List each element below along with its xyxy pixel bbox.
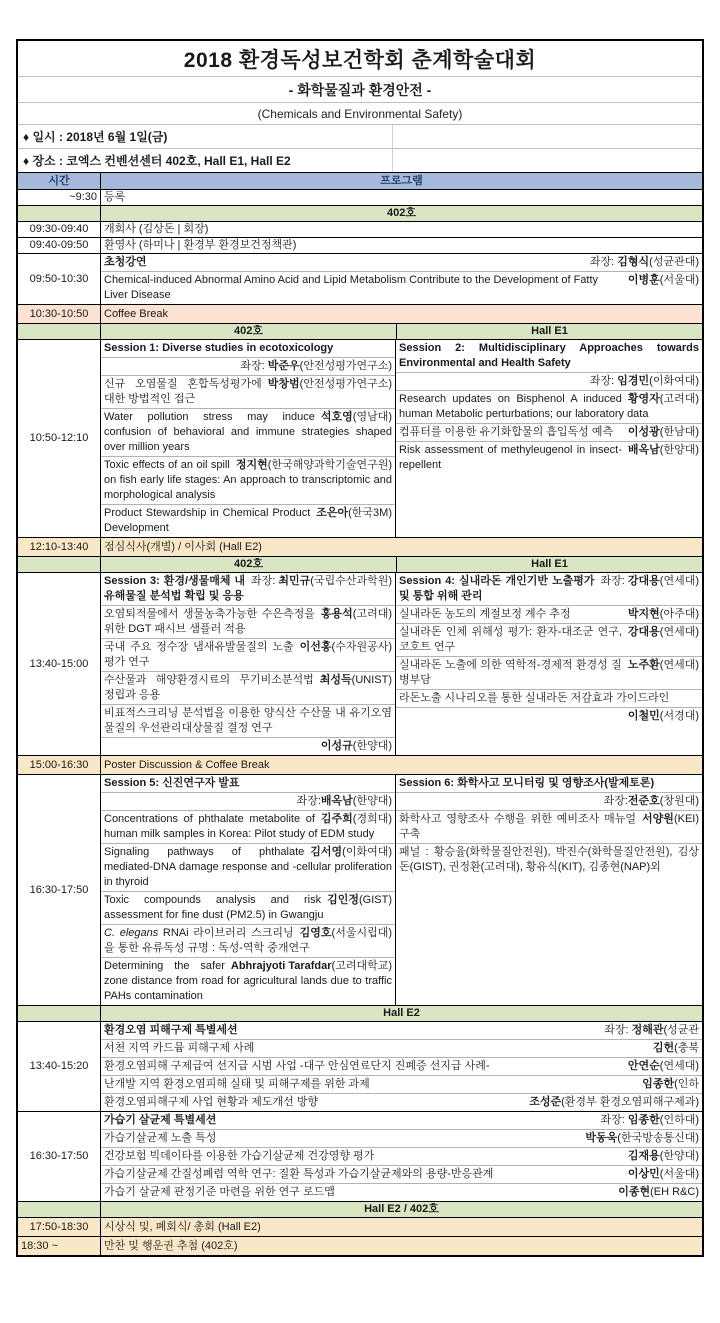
speaker-name: 이종현 [618, 1186, 651, 1198]
entry-title: 비표적스크리닝 분석법을 이용한 양식산 수산물 내 유기오염물질의 우선관리대상물질 결정 연구 [104, 707, 392, 734]
session-columns [101, 573, 702, 755]
session-cell [101, 671, 395, 704]
session-cell [101, 957, 395, 1005]
speaker: 김재용(한양대) [627, 1150, 699, 1162]
entry-title: 가습기살균제 노출 특성 [104, 1132, 217, 1144]
speaker-name: 박지현 [627, 608, 660, 620]
time-cell [18, 1202, 101, 1217]
session-cell [396, 656, 702, 689]
schedule-row-plain [18, 189, 702, 205]
session-cell [101, 573, 395, 605]
speaker-name: 김형식 [617, 256, 650, 268]
entry-title: Product Stewardship in Chemical Product Development [104, 507, 311, 534]
time-cell: 09:30-09:40 [18, 222, 101, 237]
invited-line [101, 254, 702, 271]
speaker: 김인정(GIST) [327, 894, 392, 906]
venue-cell: Hall E1 [531, 325, 568, 337]
schedule-row-break [18, 537, 702, 556]
time-cell: ~9:30 [18, 190, 101, 205]
venue-row [18, 148, 702, 172]
time-cell: 13:40-15:00 [18, 573, 101, 755]
conference-program-sheet [16, 39, 704, 1257]
session-cell [101, 504, 395, 537]
session-cell [101, 357, 395, 375]
session-columns [101, 775, 702, 1005]
venue-cells [101, 1202, 702, 1217]
session-cell [101, 843, 395, 891]
speaker: 김주희(경희대) [320, 813, 392, 825]
entry-title: 오염퇴적물에서 생물농축가능한 수은측정을 위한 DGT 패시브 샘플러 적용 [104, 608, 315, 635]
venue-cells [101, 1006, 702, 1021]
venue-cell: Hall E2 [383, 1007, 420, 1019]
time-cell: 10:50-12:10 [18, 340, 101, 537]
break-cell: Coffee Break [104, 307, 169, 320]
session-cell [101, 340, 395, 357]
schedule-row-venue [18, 205, 702, 221]
entry-title: Session 2: Multidisciplinary Approaches towards Environmental and Health Safety [399, 342, 699, 369]
speaker: 강대용(연세대) [627, 626, 699, 638]
speaker: 조은아(한국3M) [316, 507, 392, 519]
schedule-row-special [18, 1111, 702, 1201]
speaker: 이병훈(서울대) [627, 274, 699, 286]
venue-cells [101, 324, 702, 339]
entry-title: 라돈노출 시나리오를 통한 실내라돈 저감효과 가이드라인 [399, 692, 670, 704]
speaker: 박지현(아주대) [627, 608, 699, 620]
speaker: 노주환(연세대) [627, 659, 699, 671]
time-cell: 13:40-15:20 [18, 1022, 101, 1111]
entry-title: Session 5: 신진연구자 발표 [104, 777, 240, 789]
session-columns [101, 340, 702, 537]
schedule-row-break [18, 1217, 702, 1236]
session-cell [396, 340, 702, 372]
schedule-row-venue [18, 1005, 702, 1021]
special-session-line [101, 1039, 702, 1057]
venue-cell: 402호 [101, 324, 397, 339]
subtitle-english: (Chemicals and Environmental Safety) [18, 102, 702, 124]
speaker-name: 최민규 [278, 575, 311, 587]
speaker: 이성광(한남대) [627, 426, 699, 438]
special-session-cell [101, 1112, 702, 1201]
speaker-name: 홍용석 [320, 608, 353, 620]
session-cell [396, 843, 702, 1005]
entry-title: 실내라돈 인체 위해성 평가: 환자-대조군 연구, 코호트 연구 [399, 626, 622, 653]
time-cell: 09:40-09:50 [18, 238, 101, 253]
schedule-row-special [18, 1021, 702, 1111]
speaker-name: 안연순 [627, 1060, 660, 1072]
subtitle-korean: - 화학물질과 환경안전 - [18, 76, 702, 102]
time-cell: 09:50-10:30 [18, 254, 101, 304]
speaker-name: 서양원 [642, 813, 674, 825]
schedule-row-sessions [18, 572, 702, 755]
entry-title: 패널 : 황승율(화학물질안전원), 박진수(화학물질안전원), 김상돈(GIST), 권정환(고려대), 황유식(KIT), 김종현(NAP)외 [399, 846, 699, 873]
time-cell: 17:50-18:30 [18, 1218, 101, 1236]
entry-title: 실내라돈 노출에 의한 역학적-경제적 환경성 질병부담 [399, 659, 622, 686]
session-column-right [396, 775, 702, 1005]
schedule-rows [18, 189, 702, 1255]
entry-title-italic-lead: C. elegans [104, 927, 159, 939]
speaker: 최성득(UNIST) [319, 674, 392, 686]
speaker: 김영호(서울시립대) [299, 927, 392, 939]
speaker: 서양원(KEI) [642, 813, 699, 825]
entry-title: 난개발 지역 환경오염피해 실태 및 피해구제를 위한 과제 [104, 1078, 370, 1090]
chair: 좌장:전준호(창원대) [603, 795, 699, 807]
entry-title: Risk assessment of methyleugenol in insect-repellent [399, 444, 622, 471]
entry-title: 환경오염 피해구제 특별세션 [104, 1024, 238, 1036]
speaker: 박창범(안전성평가연구소) [267, 378, 392, 390]
break-cell: 시상식 및, 폐회식/ 총회 (Hall E2) [104, 1220, 261, 1233]
speaker: 좌장: 김형식(성균관대) [589, 256, 699, 268]
time-cell: 16:30-17:50 [18, 775, 101, 1005]
speaker-name: 배옥남 [627, 444, 660, 456]
chair-name: 박준우 [267, 360, 300, 372]
schedule-row-break [18, 1236, 702, 1255]
entry-title: Toxic compounds analysis and risk assessment for fine dust (PM2.5) in Gwangju [104, 894, 324, 921]
time-column-header: 시간 [18, 173, 101, 189]
schedule-row-venue [18, 323, 702, 339]
page-title: 2018 환경독성보건학회 춘계학술대회 [183, 48, 537, 72]
speaker: 이선홍(수자원공사) [299, 641, 392, 653]
program-column-header: 프로그램 [380, 174, 423, 187]
speaker-name: 김재용 [627, 1150, 660, 1162]
venue-cell: Hall E2 / 402호 [364, 1203, 439, 1215]
speaker: 좌장: 강대용(연세대) [600, 575, 699, 587]
special-session-line [101, 1165, 702, 1183]
entry-title: Toxic effects of an oil spill on fish early life stages: An approach to transcriptomic and morphological analysis [104, 459, 392, 501]
speaker: 김헌(충북 [652, 1042, 699, 1054]
schedule-row-break [18, 755, 702, 774]
time-cell: 12:10-13:40 [18, 538, 101, 556]
speaker-name: 정지현 [235, 459, 268, 471]
entry-title: 가습기 살균제 특별세션 [104, 1114, 217, 1126]
speaker-name: 석호영 [320, 411, 353, 423]
entry-title: Determining the safer zone distance from road for agricultural lands due to traffic PAHs contamination [104, 960, 392, 1002]
date-row [18, 124, 702, 148]
session-cell [396, 775, 702, 792]
special-session-line [101, 1057, 702, 1075]
session-column-right [396, 340, 702, 537]
speaker-name: 이선홍 [299, 641, 332, 653]
schedule-row-plain [18, 221, 702, 237]
time-cell: 10:30-10:50 [18, 305, 101, 323]
session-cell [396, 689, 702, 707]
session-cell [396, 372, 702, 390]
speaker-name: 박동욱 [585, 1132, 618, 1144]
chair: 좌장: 임경민(이화여대) [589, 375, 699, 387]
session-column-left [101, 340, 396, 537]
time-cell: 16:30-17:50 [18, 1112, 101, 1201]
entry-title: 환경오염피해 구제급여 선지급 시범 사업 -대구 안심연료단지 진폐증 선지급 사례- [104, 1060, 490, 1072]
speaker-name: 조성준 [529, 1096, 562, 1108]
speaker-name: 노주환 [627, 659, 660, 671]
entry-title: 실내라돈 농도의 계절보정 계수 추정 [399, 608, 571, 620]
speaker: 박동욱(한국방송통신대) [585, 1132, 699, 1144]
session-column-left [101, 775, 396, 1005]
column-header-row [18, 172, 702, 189]
speaker-name: 최성득 [319, 674, 352, 686]
speaker: 홍용석(고려대) [320, 608, 392, 620]
schedule-row-sessions [18, 774, 702, 1005]
speaker-name: 정해관 [631, 1024, 664, 1036]
program-cell: 개회사 (김상돈 | 회장) [104, 223, 209, 235]
speaker: 황영자(고려대) [627, 393, 699, 405]
venue-row-spacer [392, 149, 702, 172]
program-cell: 등록 [104, 191, 126, 203]
entry-title: Session 3: 환경/생물매체 내 유해물질 분석법 확립 및 응용 [104, 575, 246, 602]
break-cell: 만찬 및 행운권 추첨 (402호) [104, 1239, 238, 1252]
special-session-line [101, 1129, 702, 1147]
schedule-row-plain [18, 237, 702, 253]
special-session-cell [101, 1022, 702, 1111]
speaker: 정지현(한국해양과학기술연구원) [235, 459, 392, 471]
speaker: 배옥남(한양대) [627, 444, 699, 456]
venue-cells [101, 557, 702, 572]
chair: 좌장: 박준우(안전성평가연구소) [240, 360, 392, 372]
time-cell [18, 206, 101, 221]
chair: 좌장:배옥남(한양대) [296, 795, 392, 807]
session-cell [101, 375, 395, 408]
break-cell: Poster Discussion & Coffee Break [104, 758, 270, 771]
speaker: 좌장: 임종한(인하대) [600, 1114, 699, 1126]
program-cell: 환영사 (하미나 | 환경부 환경보건정책관) [104, 239, 297, 251]
entry-title: 가습기살균제 간질성폐렴 역학 연구: 질환 특성과 가습기살균제와의 용량-반응관계 [104, 1168, 494, 1180]
schedule-row-break [18, 304, 702, 323]
entry-title: 서천 지역 카드뮴 피해구제 사례 [104, 1042, 255, 1054]
speaker-name: 이병훈 [627, 274, 660, 286]
session-cell [101, 638, 395, 671]
session-column-left [101, 573, 396, 755]
invited-lecture-cell [101, 254, 702, 304]
entry-title: 국내 주요 정수장 냄새유발물질의 노출평가 연구 [104, 641, 294, 668]
speaker: 좌장: 최민규(국립수산과학원) [251, 575, 392, 587]
entry-title: 컴퓨터를 이용한 유기화합물의 흡입독성 예측 [399, 426, 614, 438]
chair-name: 임경민 [617, 375, 650, 387]
speaker-name: 김인정 [327, 894, 359, 906]
special-session-line [101, 1022, 702, 1039]
chair-name: 전준호 [627, 795, 660, 807]
entry-title: 신규 오염물질 혼합독성평가에 대한 방법적인 접근 [104, 378, 262, 405]
time-cell: 15:00-16:30 [18, 756, 101, 774]
speaker: 이종현(EH R&C) [618, 1186, 699, 1198]
special-session-line [101, 1183, 702, 1201]
session-cell [396, 623, 702, 656]
session-cell [101, 891, 395, 924]
time-cell [18, 557, 101, 572]
session-cell [396, 441, 702, 537]
session-cell [396, 792, 702, 810]
chair-name: 이철민 [627, 710, 660, 722]
speaker-name: 황영자 [627, 393, 660, 405]
speaker-name: 임종한 [642, 1078, 675, 1090]
speaker-name: 강대용 [627, 626, 660, 638]
entry-title: Research updates on Bisphenol A induced human Metabolic perturbations; our laboratory data [399, 393, 649, 420]
special-session-line [101, 1075, 702, 1093]
entry-title: C. elegans RNAi 라이브러리 스크리닝을 통한 유류독성 규명 : 독성-역학 중개연구 [104, 927, 310, 954]
session-cell [101, 456, 395, 504]
speaker-name: 박창범 [267, 378, 300, 390]
schedule-row-sessions [18, 339, 702, 537]
schedule-row-invited [18, 253, 702, 304]
invited-line [101, 271, 702, 304]
entry-title: Session 6: 화학사고 모니터링 및 영향조사(발제토론) [399, 777, 655, 789]
schedule-row-venue [18, 1201, 702, 1217]
time-cell [18, 1006, 101, 1021]
session-cell [101, 792, 395, 810]
venue-cell: 402호 [101, 557, 397, 572]
entry-title: Water pollution stress may induce confusion of behavioral and immune strategies shaped over million years [104, 411, 392, 453]
speaker-name: 이성광 [627, 426, 660, 438]
session-cell [101, 408, 395, 456]
schedule-row-venue [18, 556, 702, 572]
speaker-name: 강대용 [627, 575, 660, 587]
speaker-name: Abhrajyoti Tarafdar [230, 960, 332, 972]
entry-title: Session 1: Diverse studies in ecotoxicology [104, 342, 334, 354]
entry-title: Chemical-induced Abnormal Amino Acid and Lipid Metabolism Contribute to the Development of Fatty Liver Disease [104, 274, 599, 301]
speaker-name: 이상민 [627, 1168, 660, 1180]
speaker: 좌장: 정해관(성균관 [604, 1024, 699, 1036]
speaker-name: 임종한 [627, 1114, 660, 1126]
session-cell [396, 605, 702, 623]
session-cell [396, 573, 702, 605]
speaker-name: 김영호 [299, 927, 332, 939]
entry-title: 가습기 살균제 판정기준 마련을 위한 연구 로드맵 [104, 1186, 335, 1198]
session-cell [396, 707, 702, 755]
speaker: 석호영(영남대) [320, 411, 392, 423]
speaker-name: 김주희 [320, 813, 353, 825]
session-column-right [396, 573, 702, 755]
date-row-spacer [392, 125, 702, 148]
special-session-line [101, 1112, 702, 1129]
entry-title: 건강보험 빅데이타를 이용한 가습기살균제 건강영향 평가 [104, 1150, 375, 1162]
entry-title: Concentrations of phthalate metabolite of human milk samples in Korea: Pilot study of EDM study [104, 813, 375, 840]
special-session-line [101, 1093, 702, 1111]
time-cell: 18:30 ~ [18, 1237, 101, 1255]
entry-title: Session 4: 실내라돈 개인기반 노출평가 및 통합 위해 관리 [399, 575, 595, 602]
venue-cell: 402호 [387, 207, 416, 219]
session-cell [101, 605, 395, 638]
speaker: Abhrajyoti Tarafdar(고려대학교) [230, 960, 392, 972]
speaker-name: 조은아 [316, 507, 349, 519]
time-cell [18, 324, 101, 339]
entry-title: Signaling pathways of phthalate mediated-DNA damage response and -cellular proliferation in thyroid [104, 846, 392, 888]
chair: 이철민(서경대) [627, 710, 699, 722]
speaker: 안연순(연세대) [627, 1060, 699, 1072]
session-cell [101, 810, 395, 843]
speaker: 이상민(서울대) [627, 1168, 699, 1180]
break-cell: 점심식사(개별) / 이사회 (Hall E2) [104, 540, 262, 553]
special-session-line [101, 1147, 702, 1165]
entry-title: 초청강연 [104, 256, 147, 268]
session-cell [101, 737, 395, 755]
session-cell [396, 423, 702, 441]
entry-title: 환경오염피해구제 사업 현황과 제도개선 방향 [104, 1096, 319, 1108]
session-cell [101, 704, 395, 737]
date-label: ♦ 일시 : 2018년 6월 1일(금) [23, 130, 168, 144]
chair: 이성규(한양대) [320, 740, 392, 752]
speaker-name: 김서영 [310, 846, 343, 858]
speaker-name: 김헌 [652, 1042, 675, 1054]
session-cell [101, 924, 395, 957]
chair-name: 이성규 [320, 740, 353, 752]
speaker: 김서영(이화여대) [310, 846, 392, 858]
speaker: 조성준(환경부 환경오염피해구제과) [529, 1096, 699, 1108]
chair-name: 배옥남 [320, 795, 353, 807]
session-cell [101, 775, 395, 792]
venue-label: ♦ 장소 : 코엑스 컨벤션센터 402호, Hall E1, Hall E2 [23, 154, 291, 168]
speaker: 임종한(인하 [642, 1078, 699, 1090]
venue-cell: Hall E1 [531, 558, 568, 570]
session-cell [396, 390, 702, 423]
venue-cells [101, 206, 702, 221]
entry-title: 수산물과 해양환경시료의 무기비소분석법 정립과 응용 [104, 674, 314, 701]
session-cell [396, 810, 702, 843]
entry-title: 화학사고 영향조사 수행을 위한 예비조사 매뉴얼 구축 [399, 813, 637, 840]
